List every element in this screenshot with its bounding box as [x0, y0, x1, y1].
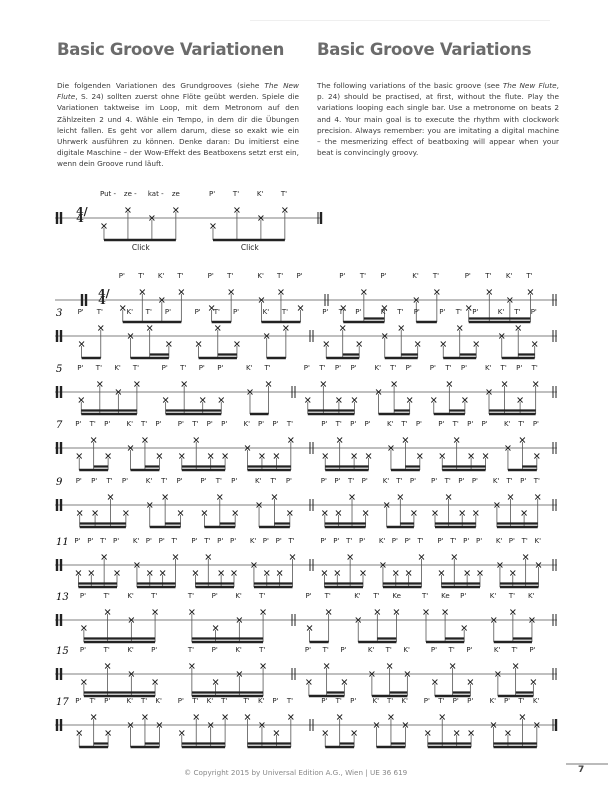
syllable-label: P' [364, 420, 371, 428]
syllable-label: T' [106, 477, 113, 485]
syllable-label: P' [211, 646, 218, 654]
syllable-label: K' [380, 308, 388, 316]
syllable-label: T' [324, 592, 331, 600]
syllable-label: T' [140, 420, 148, 428]
syllable-label: P' [391, 537, 398, 545]
syllable-label: P' [452, 697, 459, 705]
syllable-label: K' [155, 697, 162, 705]
syllable-label: K' [145, 477, 153, 485]
time-signature-system-1: 4/4 [98, 287, 110, 307]
syllable-label: T' [227, 272, 234, 280]
syllable-label: T' [338, 308, 345, 316]
syllable-label: P' [145, 537, 152, 545]
syllable-label: T' [95, 364, 103, 372]
syllable-label: P' [303, 364, 310, 372]
syllable-label: K' [485, 364, 492, 372]
copyright: © Copyright 2015 by Universal Edition A.G., Wien | UE 36 619 [184, 768, 408, 777]
measure-number: 15 [56, 646, 69, 657]
syllable-label: T' [455, 308, 462, 316]
syllable-label: K' [257, 697, 265, 705]
syllable-label: K' [378, 537, 386, 545]
syllable-label: P' [481, 420, 488, 428]
syllable-label: K' [367, 646, 375, 654]
syllable-label: P' [438, 420, 445, 428]
syllable-label: T' [243, 697, 250, 705]
syllable-label: T' [401, 420, 408, 428]
syllable-label: P' [320, 477, 327, 485]
syllable-label: T' [450, 537, 457, 545]
click-label: Click [131, 243, 150, 252]
syllable-label: P' [272, 697, 279, 705]
syllable-label: P' [334, 477, 341, 485]
syllable-label: T' [103, 646, 110, 654]
syllable-label: P' [409, 477, 417, 485]
measure-number: 7 [56, 420, 63, 431]
syllable-label: K' [493, 646, 501, 654]
syllable-label: P' [155, 420, 162, 428]
syllable-label: T' [280, 190, 288, 198]
syllable-label: K' [132, 537, 140, 545]
syllable-label: T' [96, 308, 103, 316]
syllable-label: T' [396, 477, 403, 485]
syllable-label: T' [359, 272, 367, 280]
syllable-label: P' [296, 272, 303, 280]
syllable-label: K' [505, 272, 513, 280]
syllable-label: P' [320, 537, 327, 545]
syllable-label: T' [215, 477, 222, 485]
syllable-label: T' [286, 697, 294, 705]
syllable-label: T' [518, 697, 525, 705]
syllable-label: P' [404, 537, 411, 545]
syllable-label: P' [272, 420, 279, 428]
syllable-label: P' [530, 308, 537, 316]
measure-number: 13 [56, 592, 69, 603]
syllable-label: P' [200, 477, 207, 485]
syllable-label: P' [460, 592, 467, 600]
syllable-label: P' [476, 537, 483, 545]
syllable-label: P' [75, 477, 82, 485]
syllable-label: P' [257, 420, 265, 428]
syllable-label: P' [413, 308, 420, 316]
syllable-label: T' [322, 646, 329, 654]
syllable-label: T' [452, 420, 459, 428]
syllable-label: P' [104, 420, 111, 428]
syllable-label: K' [372, 697, 380, 705]
syllable-label: Put - [99, 190, 117, 198]
syllable-label: K' [489, 697, 497, 705]
syllable-label: T' [422, 592, 429, 600]
syllable-label: P' [380, 272, 387, 280]
syllable-label: K' [127, 592, 134, 600]
syllable-label: P' [151, 646, 158, 654]
syllable-label: P' [430, 646, 438, 654]
syllable-label: K' [412, 272, 419, 280]
syllable-label: T' [192, 697, 199, 705]
syllable-label: T' [518, 420, 525, 428]
syllable-label: P' [405, 364, 412, 372]
syllable-label: P' [322, 308, 329, 316]
syllable-label: T' [373, 592, 380, 600]
syllable-label: T' [335, 420, 342, 428]
syllable-label: P' [437, 537, 444, 545]
syllable-label: T' [270, 477, 277, 485]
syllable-label: K' [235, 592, 242, 600]
syllable-label: P' [520, 477, 527, 485]
book-title: The New Flute [57, 81, 299, 102]
syllable-label: K' [527, 592, 535, 600]
measure-number: 3 [56, 308, 63, 319]
syllable-label: K' [262, 308, 270, 316]
syllable-label: P' [113, 537, 120, 545]
syllable-label: P' [177, 697, 184, 705]
syllable-label: K' [126, 308, 134, 316]
syllable-label: P' [198, 364, 205, 372]
syllable-label: P' [177, 420, 184, 428]
syllable-label: P' [350, 697, 357, 705]
syllable-label: T' [204, 537, 211, 545]
syllable-label: P' [355, 308, 362, 316]
syllable-label: T' [177, 272, 184, 280]
syllable-label: K' [489, 592, 497, 600]
syllable-label: T' [348, 477, 355, 485]
syllable-label: P' [217, 364, 224, 372]
syllable-label: P' [463, 537, 470, 545]
syllable-label: kat - [147, 190, 164, 198]
syllable-label: P' [361, 477, 368, 485]
syllable-label: K' [157, 272, 165, 280]
syllable-label: T' [533, 477, 540, 485]
syllable-label: P' [333, 537, 340, 545]
syllable-label: K' [503, 420, 511, 428]
syllable-label: P' [79, 592, 87, 600]
measure-number: 9 [56, 477, 63, 488]
syllable-label: T' [100, 537, 107, 545]
syllable-label: T' [103, 592, 110, 600]
syllable-label: P' [339, 272, 346, 280]
measure-number: 11 [56, 537, 69, 548]
syllable-label: P' [161, 364, 168, 372]
syllable-label: P' [472, 308, 479, 316]
syllable-label: Ke [441, 592, 450, 600]
page-number: 7 [566, 763, 608, 775]
syllable-label: P' [208, 190, 216, 198]
syllable-label: K' [532, 697, 540, 705]
syllable-label: T' [286, 420, 294, 428]
syllable-label: P' [458, 477, 465, 485]
syllable-label: P' [74, 537, 81, 545]
syllable-label: T' [89, 697, 96, 705]
syllable-label: Ke [392, 592, 401, 600]
syllable-label: K' [126, 420, 134, 428]
syllable-label: P' [77, 364, 84, 372]
syllable-label: T' [526, 272, 533, 280]
text: The following variations of the basic groove (see [317, 81, 503, 90]
syllable-label: P' [91, 477, 98, 485]
syllable-label: P' [503, 697, 511, 705]
syllable-label: T' [397, 308, 404, 316]
syllable-label: K' [382, 477, 390, 485]
syllable-label: P' [471, 477, 478, 485]
syllable-label: T' [151, 592, 158, 600]
syllable-label: K' [245, 364, 253, 372]
syllable-label: T' [187, 646, 195, 654]
syllable-label: P' [305, 592, 312, 600]
syllable-label: P' [340, 646, 347, 654]
syllable-label: T' [192, 420, 199, 428]
syllable-label: T' [89, 420, 96, 428]
syllable-label: T' [180, 364, 187, 372]
syllable-label: T' [506, 477, 513, 485]
syllable-label: P' [75, 420, 82, 428]
syllable-label: P' [467, 697, 474, 705]
syllable-label: K' [127, 646, 134, 654]
syllable-label: P' [121, 477, 129, 485]
syllable-label: ze [171, 190, 180, 198]
syllable-label: T' [171, 537, 178, 545]
syllable-label: T' [438, 697, 445, 705]
syllable-label: K' [243, 420, 251, 428]
syllable-label: K' [257, 272, 264, 280]
syllable-label: T' [264, 364, 271, 372]
text: , p. 24) should be practised, at first, without the flute. Play the variations looping each single bar. Use a metronome on beats 2 and 4. Your main goal is to execute the rhythm with clockwork precision. Always remember: you are imitating a digital machine – the mesmerizing effect of beatboxing will appear when your beat is convincingly groovy. [317, 81, 559, 158]
syllable-label: P' [304, 646, 312, 654]
syllable-label: P' [75, 697, 82, 705]
syllable-label: T' [276, 272, 284, 280]
syllable-label: P' [423, 697, 430, 705]
syllable-label: T' [259, 646, 266, 654]
syllable-label: K' [495, 537, 503, 545]
syllable-label: K' [497, 308, 505, 316]
syllable-label: P' [467, 420, 474, 428]
syllable-label: T' [140, 697, 148, 705]
syllable-label: P' [460, 364, 468, 372]
syllable-label: P' [217, 537, 224, 545]
syllable-label: P' [262, 537, 269, 545]
syllable-label: P' [285, 477, 292, 485]
syllable-label: K' [126, 697, 134, 705]
syllable-label: P' [87, 537, 94, 545]
syllable-label: T' [511, 646, 518, 654]
syllable-label: P' [429, 364, 436, 372]
syllable-label: P' [118, 272, 125, 280]
syllable-label: K' [386, 420, 394, 428]
syllable-label: P' [321, 420, 328, 428]
text: Die folgenden Variationen des Grundgrooves (siehe [57, 81, 265, 90]
syllable-label: T' [319, 364, 326, 372]
syllable-label: P' [275, 537, 282, 545]
syllable-label: K' [249, 537, 257, 545]
book-title: The New Flute [502, 81, 557, 90]
syllable-label: P' [508, 537, 515, 545]
measure-number: 17 [56, 697, 69, 708]
syllable-label: P' [350, 420, 357, 428]
syllable-label: T' [281, 308, 289, 316]
syllable-label: P' [232, 308, 240, 316]
syllable-label: T' [390, 364, 397, 372]
syllable-label: P' [334, 364, 342, 372]
syllable-label: P' [211, 592, 218, 600]
syllable-label: P' [206, 420, 213, 428]
syllable-label: P' [532, 420, 539, 428]
syllable-label: P' [439, 308, 446, 316]
syllable-label: T' [448, 646, 455, 654]
syllable-label: K' [401, 697, 408, 705]
syllable-label: T' [445, 364, 452, 372]
syllable-label: T' [417, 537, 424, 545]
measure-number: 5 [56, 364, 63, 375]
syllable-label: P' [231, 477, 238, 485]
syllable-label: K' [374, 364, 382, 372]
syllable-label: T' [213, 308, 220, 316]
syllable-label: K' [235, 646, 242, 654]
syllable-label: T' [444, 477, 451, 485]
syllable-label: K' [492, 477, 500, 485]
time-signature-intro: 4/4 [76, 205, 88, 225]
syllable-label: T' [386, 697, 394, 705]
click-label: Click [240, 243, 259, 252]
syllable-label: P' [191, 537, 198, 545]
syllable-label: K' [354, 592, 361, 600]
syllable-label: P' [194, 308, 201, 316]
syllable-label: T' [259, 592, 266, 600]
syllable-label: K' [256, 190, 264, 198]
syllable-label: T' [521, 537, 528, 545]
syllable-label: T' [138, 272, 145, 280]
syllable-label: P' [321, 697, 328, 705]
syllable-label: T' [531, 364, 538, 372]
syllable-label: T' [485, 272, 492, 280]
syllable-label: P' [431, 477, 438, 485]
syllable-label: T' [514, 308, 521, 316]
syllable-label: P' [221, 420, 228, 428]
title-english: Basic Groove Variations [317, 40, 532, 59]
syllable-label: P' [176, 477, 183, 485]
syllable-label: T' [187, 592, 195, 600]
syllable-label: T' [232, 190, 240, 198]
syllable-label: T' [221, 697, 228, 705]
syllable-label: T' [145, 308, 152, 316]
syllable-label: T' [432, 272, 440, 280]
syllable-label: K' [403, 646, 410, 654]
syllable-label: P' [516, 364, 523, 372]
syllable-label: P' [207, 272, 214, 280]
syllable-label: P' [359, 537, 366, 545]
text: , S. 24) sollten zuerst ohne Flöte geübt werden. Spiele die Variationen taktweise im Loop, mit dem Metronom auf den Zählzeiten 2 und 4. Wähle ein Tempo, in dem dir die Übungen leicht fallen. Es geht vor allem darum, diese so exakt wie ein Uhrwerk ausführen zu können. Denke daran: Du imitierst eine digitale Maschine – der Wow-Effekt des Beatboxens setzt erst ein, wenn dein Groove rund läuft. [57, 92, 299, 169]
syllable-label: P' [79, 646, 87, 654]
syllable-label: ze - [123, 190, 137, 198]
syllable-label: K' [114, 364, 121, 372]
syllable-label: T' [132, 364, 140, 372]
syllable-label: K' [206, 697, 214, 705]
syllable-label: P' [77, 308, 84, 316]
syllable-label: P' [464, 272, 471, 280]
syllable-label: T' [346, 537, 353, 545]
syllable-label: T' [385, 646, 392, 654]
syllable-label: P' [158, 537, 165, 545]
syllable-label: P' [350, 364, 357, 372]
syllable-label: T' [508, 592, 516, 600]
syllable-label: K' [534, 537, 542, 545]
syllable-label: P' [164, 308, 172, 316]
syllable-label: P' [104, 697, 111, 705]
syllable-label: T' [161, 477, 168, 485]
syllable-label: T' [288, 537, 295, 545]
syllable-label: P' [529, 646, 536, 654]
syllable-label: T' [335, 697, 342, 705]
title-german: Basic Groove Variationen [57, 40, 285, 59]
syllable-label: P' [415, 420, 422, 428]
syllable-label: K' [255, 477, 262, 485]
syllable-label: P' [466, 646, 473, 654]
syllable-label: T' [500, 364, 507, 372]
syllable-label: P' [230, 537, 237, 545]
